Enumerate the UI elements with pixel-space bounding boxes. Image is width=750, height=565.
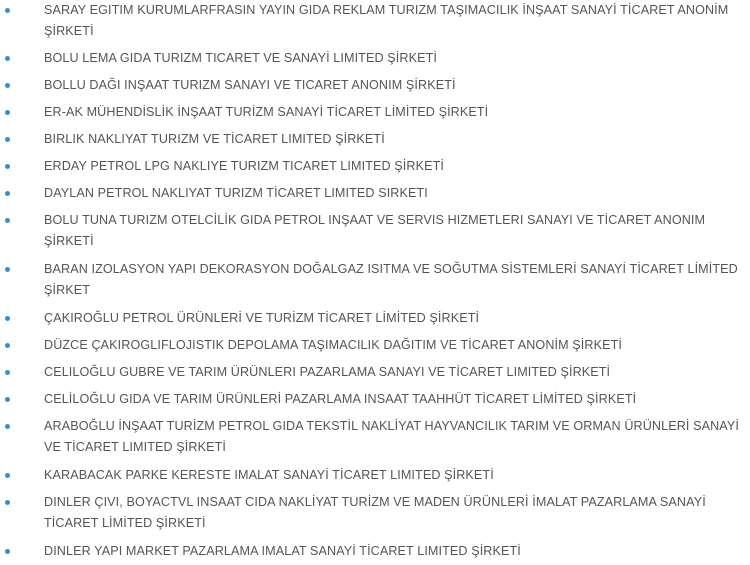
company-name: ARABOĞLU İNŞAAT TURİZM PETROL GIDA TEKSTİL NAKLİYAT HAYVANCILIK TARIM VE ORMAN ÜRÜNLERİ SANAYİ VE TİCARET LIMITED ŞİRKETİ	[44, 419, 739, 454]
bullet-icon	[5, 56, 10, 61]
company-name: BARAN IZOLASYON YAPI DEKORASYON DOĞALGAZ ISITMA VE SOĞUTMA SİSTEMLERİ SANAYİ TİCARET LİMİTED ŞİRKET	[44, 262, 738, 297]
company-name: ÇAKIROĞLU PETROL ÜRÜNLERİ VE TURİZM TİCARET LİMİTED ŞİRKETİ	[44, 311, 480, 325]
bullet-icon	[5, 164, 10, 169]
bullet-icon	[5, 343, 10, 348]
company-name: KARABACAK PARKE KERESTE IMALAT SANAYİ TİCARET LIMITED ŞİRKETİ	[44, 468, 494, 482]
bullet-icon	[5, 500, 10, 505]
company-name: BOLLU DAĞI INŞAAT TURIZM SANAYI VE TICARET ANONIM ŞİRKETİ	[44, 78, 456, 92]
company-name: SARAY EGITIM KURUMLARFRASIN YAYIN GIDA REKLAM TURIZM TAŞIMACILIK İNŞAAT SANAYİ TİCARET ANONİM ŞİRKETİ	[44, 3, 729, 38]
bullet-icon	[5, 110, 10, 115]
bullet-icon	[5, 370, 10, 375]
company-name: BOLU LEMA GIDA TURIZM TICARET VE SANAYİ LIMITED ŞİRKETİ	[44, 51, 437, 65]
bullet-icon	[5, 218, 10, 223]
bullet-icon	[5, 83, 10, 88]
bullet-icon	[5, 397, 10, 402]
bullet-icon	[5, 137, 10, 142]
bullet-icon	[5, 316, 10, 321]
company-name: CELILOĞLU GUBRE VE TARIM ÜRÜNLERI PAZARLAMA SANAYI VE TİCARET LIMITED ŞİRKETİ	[44, 365, 611, 379]
company-name: DINLER ÇIVI, BOYACTVL INSAAT CIDA NAKLİYAT TURİZM VE MADEN ÜRÜNLERİ İMALAT PAZARLAMA SANAYİ TİCARET LİMİTED ŞİRKETİ	[44, 495, 706, 530]
bullet-icon	[5, 191, 10, 196]
company-name: BOLU TUNA TURIZM OTELCİLİK GIDA PETROL INŞAAT VE SERVIS HIZMETLERI SANAYI VE TİCARET ANONIM ŞİRKETİ	[44, 213, 706, 248]
company-name: ERDAY PETROL LPG NAKLIYE TURIZM TICARET LIMITED ŞİRKETİ	[44, 159, 444, 173]
company-name: BIRLIK NAKLIYAT TURIZM VE TİCARET LIMITED ŞİRKETİ	[44, 132, 385, 146]
company-name: DÜZCE ÇAKIROGLIFLOJISTIK DEPOLAMA TAŞIMACILIK DAĞITIM VE TİCARET ANONİM ŞİRKETİ	[44, 338, 622, 352]
bullet-icon	[5, 8, 10, 13]
bullet-icon	[5, 267, 10, 272]
bullet-icon	[5, 473, 10, 478]
company-name: ER-AK MÜHENDİSLİK İNŞAAT TURİZM SANAYİ TİCARET LİMİTED ŞİRKETİ	[44, 105, 489, 119]
company-name: DINLER YAPI MARKET PAZARLAMA IMALAT SANAYİ TİCARET LIMITED ŞİRKETİ	[44, 544, 521, 558]
company-name: CELİLOĞLU GIDA VE TARIM ÜRÜNLERİ PAZARLAMA INSAAT TAAHHÜT TİCARET LİMİTED ŞİRKETİ	[44, 392, 637, 406]
company-name: DAYLAN PETROL NAKLIYAT TURIZM TİCARET LIMITED SIRKETI	[44, 186, 428, 200]
bullet-icon	[5, 549, 10, 554]
bullet-icon	[5, 424, 10, 429]
